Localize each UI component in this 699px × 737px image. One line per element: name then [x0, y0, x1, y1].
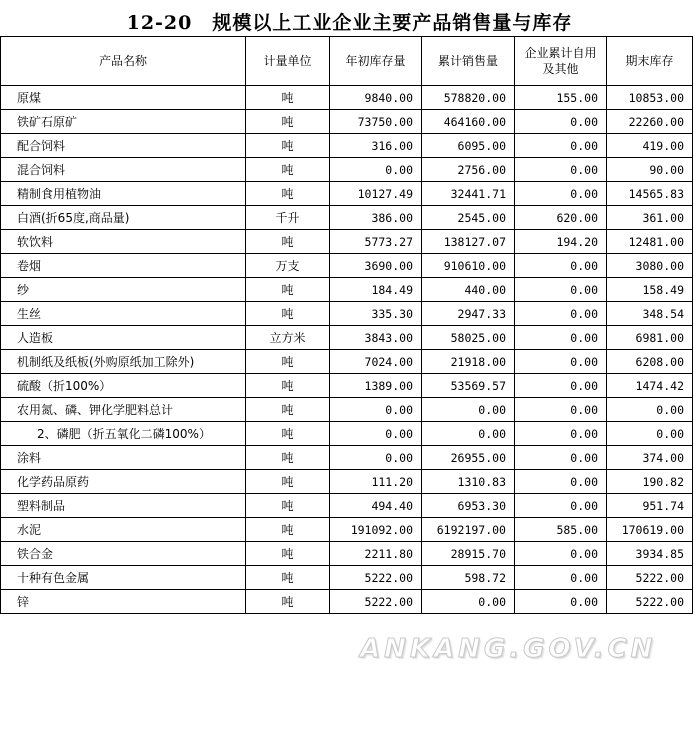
cell-self-use-other: 0.00	[515, 542, 607, 566]
table-row	[1, 206, 693, 230]
cell-opening-inventory: 111.20	[330, 470, 422, 494]
product-sales-inventory-table	[0, 36, 693, 614]
cell-closing-inventory: 12481.00	[607, 230, 693, 254]
cell-product-name: 2、磷肥（折五氧化二磷100%）	[1, 422, 246, 446]
header-product-name: 产品名称	[1, 37, 246, 86]
cell-closing-inventory: 10853.00	[607, 86, 693, 110]
cell-self-use-other: 0.00	[515, 326, 607, 350]
cell-cumulative-sales: 2545.00	[422, 206, 515, 230]
cell-opening-inventory: 5773.27	[330, 230, 422, 254]
table-row	[1, 470, 693, 494]
cell-product-name: 锌	[1, 590, 246, 614]
cell-unit: 吨	[246, 590, 330, 614]
table-row	[1, 110, 693, 134]
cell-cumulative-sales: 138127.07	[422, 230, 515, 254]
table-row	[1, 542, 693, 566]
cell-opening-inventory: 0.00	[330, 446, 422, 470]
table-row	[1, 374, 693, 398]
cell-product-name: 软饮料	[1, 230, 246, 254]
cell-opening-inventory: 0.00	[330, 422, 422, 446]
cell-unit: 吨	[246, 134, 330, 158]
cell-product-name: 涂料	[1, 446, 246, 470]
cell-closing-inventory: 419.00	[607, 134, 693, 158]
table-row	[1, 518, 693, 542]
cell-unit: 吨	[246, 566, 330, 590]
cell-self-use-other: 0.00	[515, 350, 607, 374]
cell-closing-inventory: 374.00	[607, 446, 693, 470]
cell-unit: 吨	[246, 494, 330, 518]
cell-opening-inventory: 9840.00	[330, 86, 422, 110]
cell-opening-inventory: 73750.00	[330, 110, 422, 134]
table-row	[1, 86, 693, 110]
cell-product-name: 化学药品原药	[1, 470, 246, 494]
cell-cumulative-sales: 598.72	[422, 566, 515, 590]
cell-self-use-other: 0.00	[515, 278, 607, 302]
cell-closing-inventory: 190.82	[607, 470, 693, 494]
cell-opening-inventory: 1389.00	[330, 374, 422, 398]
cell-cumulative-sales: 6095.00	[422, 134, 515, 158]
cell-self-use-other: 620.00	[515, 206, 607, 230]
cell-cumulative-sales: 53569.57	[422, 374, 515, 398]
table-row	[1, 134, 693, 158]
cell-product-name: 十种有色金属	[1, 566, 246, 590]
cell-unit: 万支	[246, 254, 330, 278]
table-row	[1, 590, 693, 614]
cell-unit: 千升	[246, 206, 330, 230]
cell-opening-inventory: 494.40	[330, 494, 422, 518]
header-opening-inventory: 年初库存量	[330, 37, 422, 86]
cell-cumulative-sales: 1310.83	[422, 470, 515, 494]
cell-self-use-other: 0.00	[515, 182, 607, 206]
cell-unit: 吨	[246, 230, 330, 254]
table-row	[1, 278, 693, 302]
cell-product-name: 白酒(折65度,商品量)	[1, 206, 246, 230]
cell-self-use-other: 0.00	[515, 494, 607, 518]
cell-unit: 吨	[246, 518, 330, 542]
cell-cumulative-sales: 26955.00	[422, 446, 515, 470]
cell-opening-inventory: 2211.80	[330, 542, 422, 566]
cell-self-use-other: 0.00	[515, 566, 607, 590]
cell-cumulative-sales: 6953.30	[422, 494, 515, 518]
cell-closing-inventory: 348.54	[607, 302, 693, 326]
cell-unit: 吨	[246, 422, 330, 446]
cell-closing-inventory: 0.00	[607, 422, 693, 446]
cell-unit: 吨	[246, 542, 330, 566]
cell-opening-inventory: 5222.00	[330, 566, 422, 590]
cell-self-use-other: 0.00	[515, 110, 607, 134]
cell-opening-inventory: 316.00	[330, 134, 422, 158]
cell-unit: 吨	[246, 110, 330, 134]
cell-self-use-other: 0.00	[515, 134, 607, 158]
cell-product-name: 铁合金	[1, 542, 246, 566]
cell-closing-inventory: 6208.00	[607, 350, 693, 374]
cell-cumulative-sales: 0.00	[422, 398, 515, 422]
cell-product-name: 混合饲料	[1, 158, 246, 182]
cell-self-use-other: 155.00	[515, 86, 607, 110]
cell-opening-inventory: 7024.00	[330, 350, 422, 374]
cell-closing-inventory: 90.00	[607, 158, 693, 182]
table-row	[1, 350, 693, 374]
cell-product-name: 塑料制品	[1, 494, 246, 518]
cell-opening-inventory: 0.00	[330, 158, 422, 182]
cell-product-name: 精制食用植物油	[1, 182, 246, 206]
table-row	[1, 254, 693, 278]
cell-product-name: 硫酸（折100%）	[1, 374, 246, 398]
table-title: 12-20 规模以上工业企业主要产品销售量与库存	[126, 12, 573, 34]
cell-product-name: 人造板	[1, 326, 246, 350]
cell-product-name: 原煤	[1, 86, 246, 110]
cell-closing-inventory: 5222.00	[607, 566, 693, 590]
cell-unit: 吨	[246, 398, 330, 422]
cell-product-name: 水泥	[1, 518, 246, 542]
cell-cumulative-sales: 0.00	[422, 590, 515, 614]
cell-cumulative-sales: 578820.00	[422, 86, 515, 110]
cell-unit: 吨	[246, 302, 330, 326]
cell-unit: 吨	[246, 182, 330, 206]
cell-product-name: 卷烟	[1, 254, 246, 278]
cell-unit: 吨	[246, 86, 330, 110]
cell-closing-inventory: 3080.00	[607, 254, 693, 278]
cell-opening-inventory: 10127.49	[330, 182, 422, 206]
cell-opening-inventory: 5222.00	[330, 590, 422, 614]
header-cumulative-sales: 累计销售量	[422, 37, 515, 86]
table-body	[1, 86, 693, 614]
cell-opening-inventory: 0.00	[330, 398, 422, 422]
cell-product-name: 农用氮、磷、钾化学肥料总计	[1, 398, 246, 422]
cell-closing-inventory: 0.00	[607, 398, 693, 422]
cell-opening-inventory: 3843.00	[330, 326, 422, 350]
table-row	[1, 182, 693, 206]
cell-self-use-other: 0.00	[515, 254, 607, 278]
cell-closing-inventory: 158.49	[607, 278, 693, 302]
cell-cumulative-sales: 464160.00	[422, 110, 515, 134]
cell-cumulative-sales: 2756.00	[422, 158, 515, 182]
cell-self-use-other: 0.00	[515, 398, 607, 422]
cell-unit: 吨	[246, 374, 330, 398]
table-row	[1, 566, 693, 590]
cell-opening-inventory: 191092.00	[330, 518, 422, 542]
cell-self-use-other: 0.00	[515, 422, 607, 446]
cell-self-use-other: 0.00	[515, 158, 607, 182]
table-row	[1, 446, 693, 470]
cell-closing-inventory: 6981.00	[607, 326, 693, 350]
cell-cumulative-sales: 6192197.00	[422, 518, 515, 542]
cell-closing-inventory: 170619.00	[607, 518, 693, 542]
cell-self-use-other: 194.20	[515, 230, 607, 254]
table-row	[1, 494, 693, 518]
cell-cumulative-sales: 32441.71	[422, 182, 515, 206]
cell-unit: 吨	[246, 158, 330, 182]
header-unit: 计量单位	[246, 37, 330, 86]
cell-product-name: 配合饲料	[1, 134, 246, 158]
cell-cumulative-sales: 2947.33	[422, 302, 515, 326]
cell-unit: 立方米	[246, 326, 330, 350]
cell-closing-inventory: 14565.83	[607, 182, 693, 206]
cell-cumulative-sales: 0.00	[422, 422, 515, 446]
table-row	[1, 326, 693, 350]
cell-self-use-other: 0.00	[515, 590, 607, 614]
table-row	[1, 230, 693, 254]
cell-opening-inventory: 335.30	[330, 302, 422, 326]
cell-opening-inventory: 3690.00	[330, 254, 422, 278]
cell-cumulative-sales: 910610.00	[422, 254, 515, 278]
cell-product-name: 生丝	[1, 302, 246, 326]
cell-opening-inventory: 184.49	[330, 278, 422, 302]
cell-cumulative-sales: 28915.70	[422, 542, 515, 566]
cell-unit: 吨	[246, 350, 330, 374]
cell-product-name: 机制纸及纸板(外购原纸加工除外)	[1, 350, 246, 374]
cell-self-use-other: 0.00	[515, 302, 607, 326]
cell-product-name: 铁矿石原矿	[1, 110, 246, 134]
cell-unit: 吨	[246, 278, 330, 302]
table-row	[1, 398, 693, 422]
table-row	[1, 158, 693, 182]
cell-closing-inventory: 22260.00	[607, 110, 693, 134]
cell-unit: 吨	[246, 446, 330, 470]
cell-opening-inventory: 386.00	[330, 206, 422, 230]
cell-self-use-other: 585.00	[515, 518, 607, 542]
table-row	[1, 422, 693, 446]
cell-self-use-other: 0.00	[515, 470, 607, 494]
header-closing-inventory: 期末库存	[607, 37, 693, 86]
header-self-use-other: 企业累计自用及其他	[515, 37, 607, 86]
cell-self-use-other: 0.00	[515, 446, 607, 470]
cell-closing-inventory: 1474.42	[607, 374, 693, 398]
table-row	[1, 302, 693, 326]
cell-closing-inventory: 361.00	[607, 206, 693, 230]
cell-cumulative-sales: 58025.00	[422, 326, 515, 350]
cell-unit: 吨	[246, 470, 330, 494]
cell-cumulative-sales: 21918.00	[422, 350, 515, 374]
cell-product-name: 纱	[1, 278, 246, 302]
header-row	[1, 37, 693, 86]
site-watermark: ANKANG.GOV.CN	[360, 634, 657, 664]
cell-closing-inventory: 5222.00	[607, 590, 693, 614]
cell-cumulative-sales: 440.00	[422, 278, 515, 302]
cell-closing-inventory: 951.74	[607, 494, 693, 518]
cell-closing-inventory: 3934.85	[607, 542, 693, 566]
cell-self-use-other: 0.00	[515, 374, 607, 398]
